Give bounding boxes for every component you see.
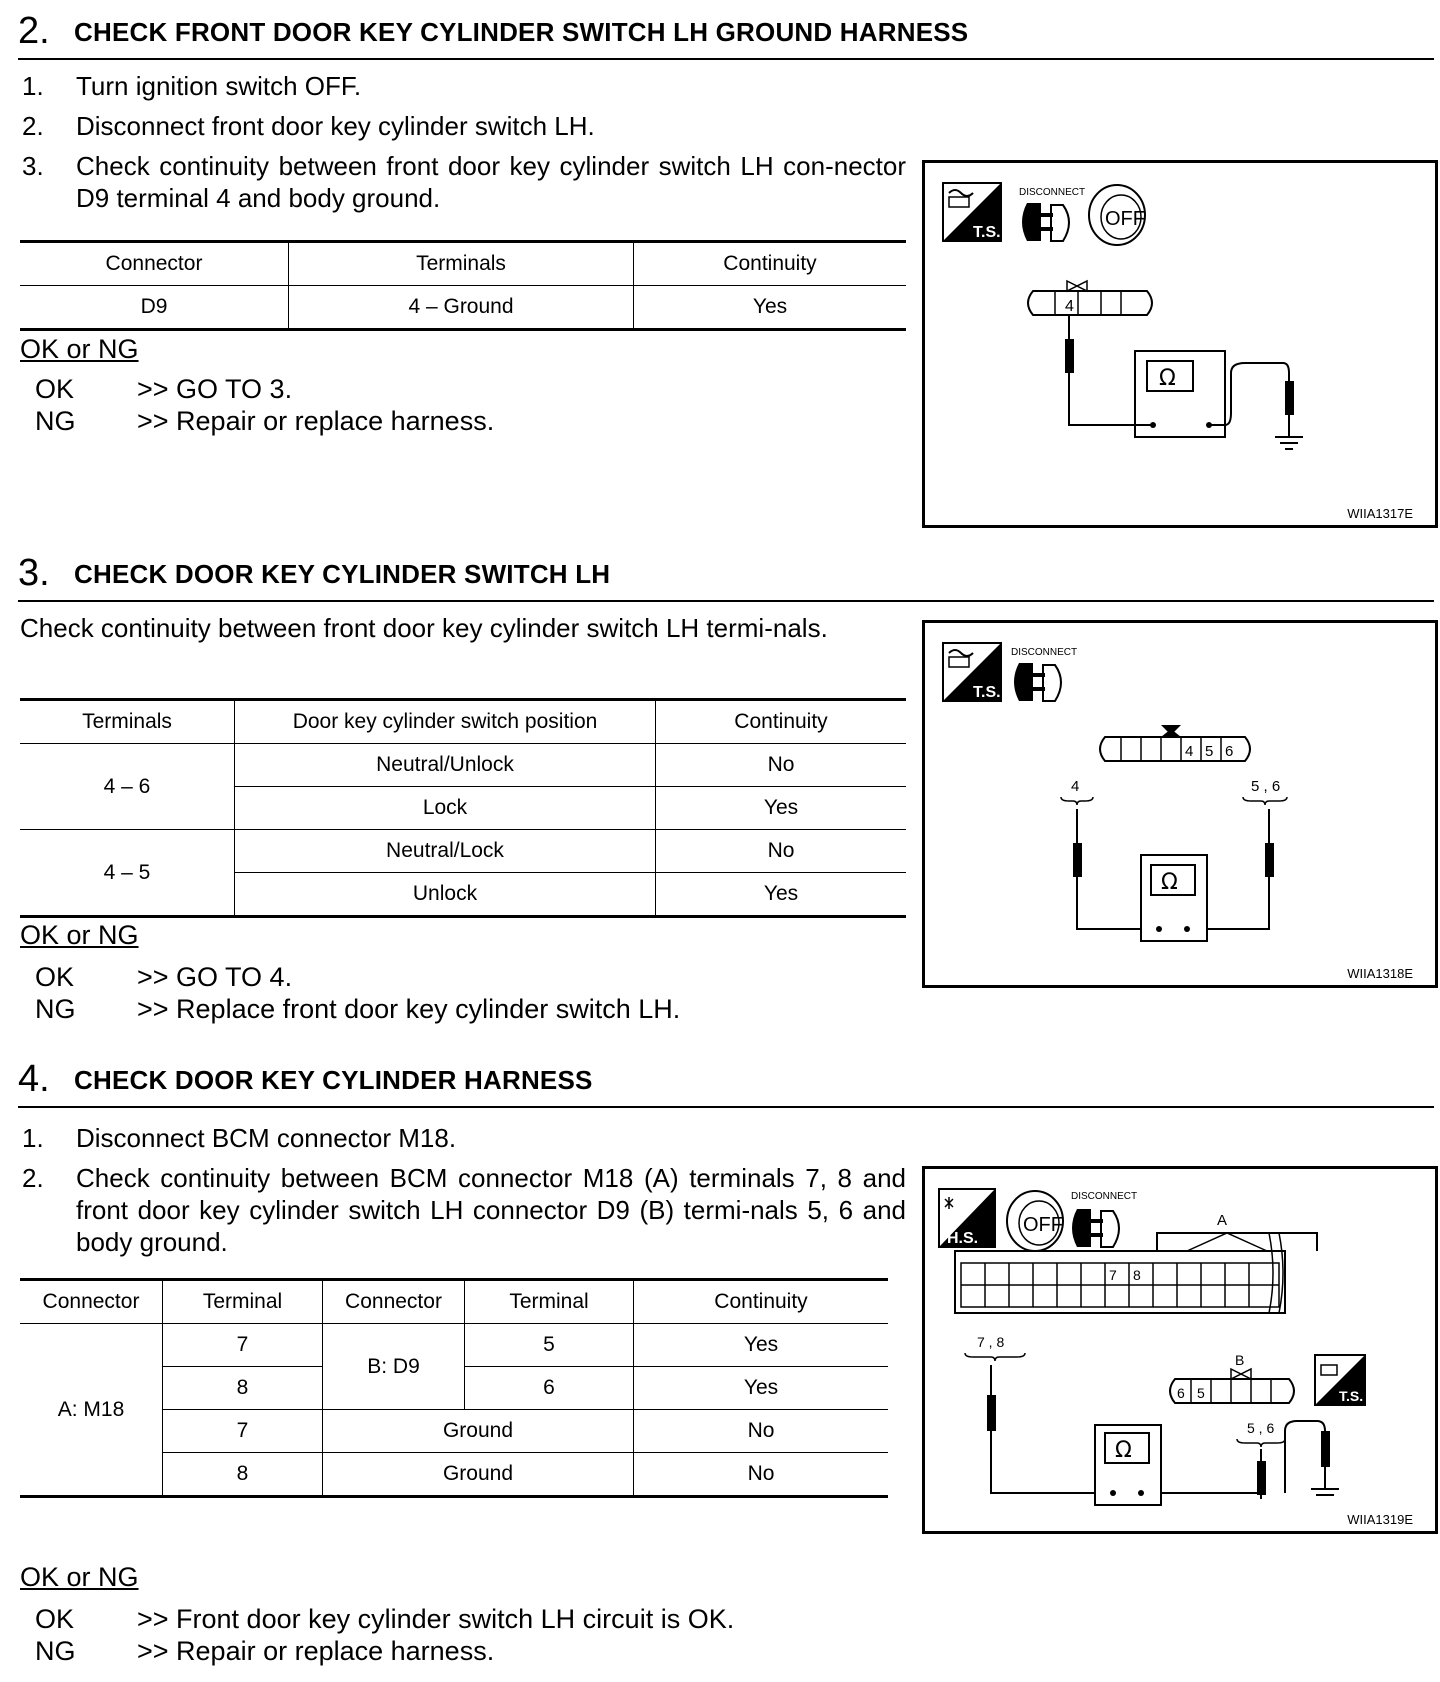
step-3-paragraph: Check continuity between front door key cylinder switch LH termi-nals.	[20, 613, 828, 643]
ohmmeter	[1095, 1425, 1161, 1505]
table-row	[20, 744, 906, 787]
table-cell: Lock	[235, 787, 656, 830]
ts-label: T.S.	[973, 684, 1001, 701]
probe-label-left: 4	[1071, 778, 1080, 795]
pin-label: 4	[1185, 743, 1194, 760]
table-row	[20, 1324, 888, 1367]
table-cell: Neutral/Lock	[235, 830, 656, 873]
switch-position-table	[20, 698, 906, 918]
pin-label: 7	[1109, 1267, 1117, 1283]
step-title: CHECK FRONT DOOR KEY CYLINDER SWITCH LH GROUND HARNESS	[74, 17, 969, 47]
step-number: 4.	[18, 1058, 50, 1100]
table-cell: Neutral/Unlock	[235, 744, 656, 787]
probe-label-right: 5 , 6	[1251, 778, 1281, 795]
disconnect-icon	[1019, 187, 1085, 241]
pin-label: 6	[1177, 1385, 1185, 1401]
figure-code: WIIA1318E	[1347, 966, 1413, 981]
instruction-text: Disconnect BCM connector M18.	[76, 1123, 457, 1153]
table-cell: No	[656, 744, 907, 787]
hs-label: H.S.	[947, 1230, 979, 1247]
step-title: CHECK DOOR KEY CYLINDER SWITCH LH	[74, 559, 611, 589]
instruction-number: 1.	[22, 1123, 44, 1153]
instruction-text: Check continuity between front door key cylinder switch LH con-nector D9 terminal 4 and body ground.	[76, 151, 906, 213]
step-title: CHECK DOOR KEY CYLINDER HARNESS	[74, 1065, 593, 1095]
result-key: NG	[35, 1636, 76, 1666]
table-header: Continuity	[634, 242, 907, 286]
table-header: Terminals	[20, 700, 235, 744]
pin-label: 5	[1197, 1385, 1205, 1401]
result-text: >> Replace front door key cylinder switch LH.	[137, 994, 681, 1024]
disconnect-icon	[1071, 1191, 1137, 1247]
result-key: OK	[35, 1604, 75, 1634]
instruction-number: 2.	[22, 111, 44, 141]
instruction-text: Disconnect front door key cylinder switch LH.	[76, 111, 595, 141]
ts-icon	[1315, 1355, 1365, 1405]
probe-label-right: 5 , 6	[1247, 1420, 1275, 1436]
connector-d9	[1100, 725, 1250, 761]
ts-label: T.S.	[1339, 1388, 1364, 1404]
table-cell: 8	[163, 1453, 323, 1497]
diagram-harness-check	[922, 1166, 1438, 1534]
table-cell: Yes	[634, 286, 907, 330]
table-row	[20, 830, 906, 873]
ohm-symbol: Ω	[1161, 870, 1178, 895]
table-cell: 4 – Ground	[289, 286, 634, 330]
ok-or-ng-heading: OK or NG	[20, 920, 139, 950]
table-cell: Yes	[656, 873, 907, 917]
table-header: Connector	[20, 242, 289, 286]
connector-d9	[1170, 1352, 1294, 1403]
disconnect-label: DISCONNECT	[1071, 1191, 1138, 1202]
result-key: OK	[35, 962, 75, 992]
table-cell: Yes	[634, 1324, 889, 1367]
table-cell: Ground	[323, 1453, 634, 1497]
table-header: Connector	[323, 1280, 465, 1324]
result-text: >> Repair or replace harness.	[137, 406, 495, 436]
ok-or-ng-heading: OK or NG	[20, 334, 139, 364]
result-text: >> Repair or replace harness.	[137, 1636, 495, 1666]
ohmmeter	[1141, 855, 1207, 941]
ignition-off-icon	[1007, 1191, 1063, 1251]
ts-label: T.S.	[973, 224, 1001, 241]
table-header: Terminal	[163, 1280, 323, 1324]
continuity-table	[20, 240, 906, 331]
table-cell: Yes	[634, 1367, 889, 1410]
table-cell: 8	[163, 1367, 323, 1410]
hs-icon	[939, 1189, 995, 1247]
ok-or-ng-heading: OK or NG	[20, 1562, 139, 1592]
table-header: Door key cylinder switch position	[235, 700, 656, 744]
ground-symbol	[1311, 1489, 1339, 1495]
connector-b-label: B	[1235, 1352, 1245, 1368]
instruction-text: Turn ignition switch OFF.	[76, 71, 362, 101]
table-cell: No	[634, 1453, 889, 1497]
probe-label-left: 7 , 8	[977, 1334, 1005, 1350]
table-cell: B: D9	[323, 1324, 465, 1410]
table-cell: D9	[20, 286, 289, 330]
table-header: Continuity	[656, 700, 907, 744]
diagram-ground-harness-check	[922, 160, 1438, 528]
table-row	[20, 286, 906, 330]
table-cell: Ground	[323, 1410, 634, 1453]
connector-d9	[1028, 281, 1152, 315]
table-cell: No	[656, 830, 907, 873]
pin-label: 8	[1133, 1267, 1141, 1283]
result-key: NG	[35, 994, 76, 1024]
table-cell: A: M18	[20, 1324, 163, 1497]
connector-a-label: A	[1217, 1212, 1228, 1229]
terminal-label: 4	[1065, 298, 1074, 315]
table-cell: No	[634, 1410, 889, 1453]
table-cell: 4 – 6	[20, 744, 235, 830]
figure-code: WIIA1317E	[1347, 506, 1413, 521]
result-key: NG	[35, 406, 76, 436]
ohm-symbol: Ω	[1159, 366, 1176, 391]
pin-label: 6	[1225, 743, 1234, 760]
instruction-number: 2.	[22, 1163, 44, 1193]
disconnect-label: DISCONNECT	[1019, 187, 1086, 198]
result-text: >> GO TO 4.	[137, 962, 293, 992]
table-cell: 4 – 5	[20, 830, 235, 917]
ohm-symbol: Ω	[1115, 1438, 1132, 1463]
diagram-key-cylinder-switch-check	[922, 620, 1438, 988]
table-header: Terminals	[289, 242, 634, 286]
table-cell: Yes	[656, 787, 907, 830]
off-label: OFF	[1105, 208, 1145, 230]
figure-code: WIIA1319E	[1347, 1512, 1413, 1527]
ts-icon	[943, 643, 1001, 701]
table-cell: 7	[163, 1324, 323, 1367]
table-cell: 5	[465, 1324, 634, 1367]
instruction-text: Check continuity between BCM connector M18 (A) terminals 7, 8 and front door key cylinder switch LH connector D9 (B) termi-nals 5, 6 and body ground.	[76, 1163, 906, 1257]
table-cell: 7	[163, 1410, 323, 1453]
ts-icon	[943, 183, 1001, 241]
table-cell: 6	[465, 1367, 634, 1410]
step-number: 2.	[18, 10, 50, 52]
disconnect-label: DISCONNECT	[1011, 647, 1078, 658]
result-text: >> GO TO 3.	[137, 374, 293, 404]
step-number: 3.	[18, 552, 50, 594]
harness-continuity-table	[20, 1278, 888, 1498]
table-header: Terminal	[465, 1280, 634, 1324]
step-3-header	[18, 554, 1434, 602]
off-label: OFF	[1023, 1214, 1063, 1236]
result-text: >> Front door key cylinder switch LH circuit is OK.	[137, 1604, 735, 1634]
table-header: Continuity	[634, 1280, 889, 1324]
table-header: Connector	[20, 1280, 163, 1324]
result-key: OK	[35, 374, 75, 404]
ground-symbol	[1275, 437, 1303, 449]
disconnect-icon	[1011, 647, 1077, 701]
table-cell: Unlock	[235, 873, 656, 917]
ignition-off-icon	[1089, 185, 1145, 245]
instruction-number: 1.	[22, 71, 44, 101]
instruction-number: 3.	[22, 151, 44, 181]
step-2-header	[18, 12, 1434, 60]
pin-label: 5	[1205, 743, 1214, 760]
step-4-header	[18, 1060, 1434, 1108]
